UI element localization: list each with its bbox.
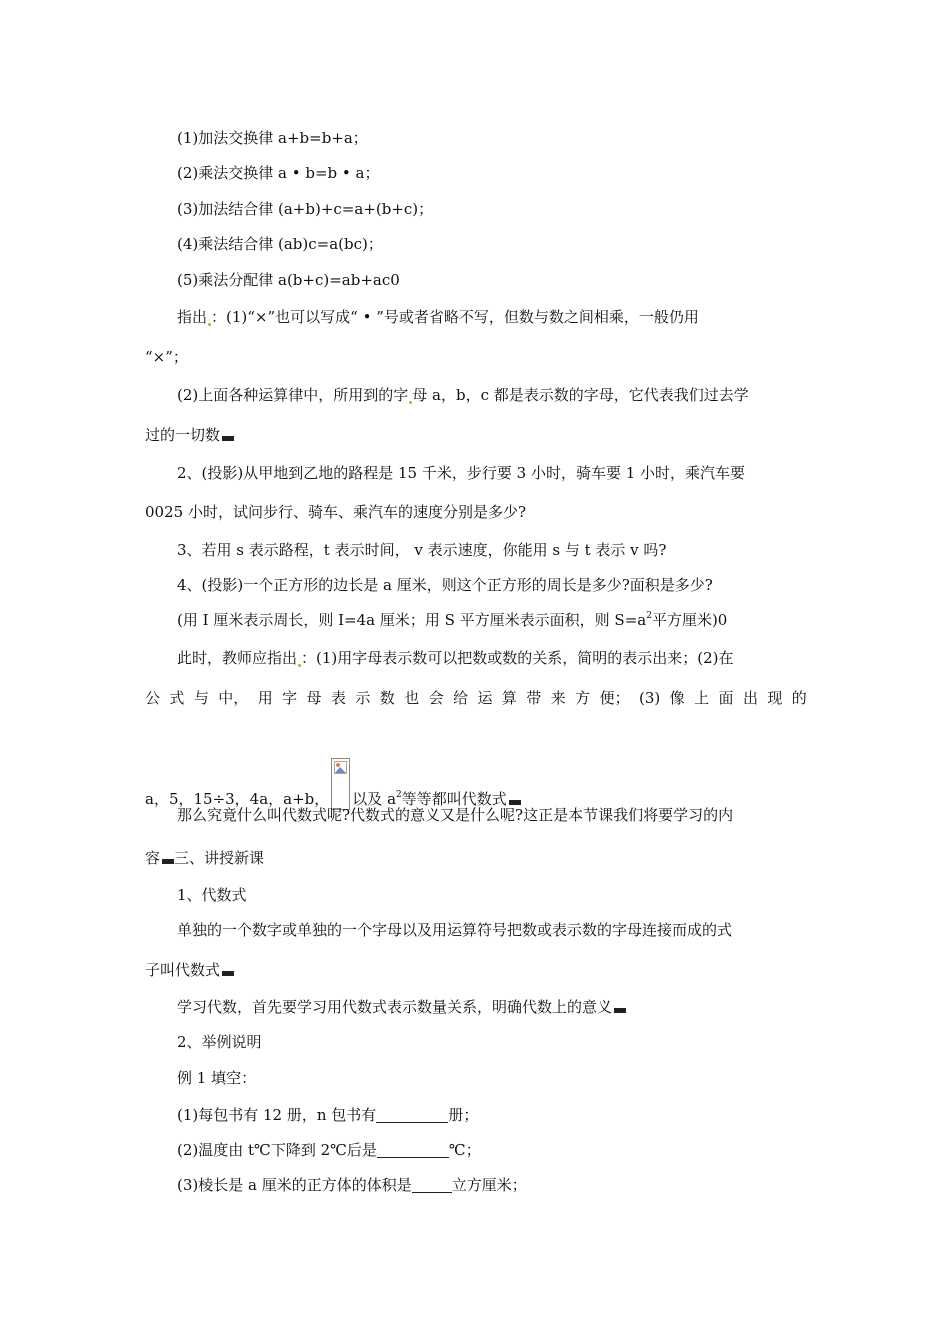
justified-word: 中， [218, 689, 249, 707]
justified-word: (3) [639, 689, 661, 707]
law-4: (4)乘法结合律 (ab)c=a(bc)； [177, 235, 383, 253]
justified-word: 式 [169, 689, 185, 707]
law-3: (3)加法结合律 (a+b)+c=a+(b+c)； [177, 200, 434, 218]
teacher-line-3 [145, 758, 521, 810]
justified-word: 像 [669, 689, 685, 707]
justified-word: 面 [718, 689, 734, 707]
answer-blank[interactable] [377, 1143, 449, 1158]
question-2-line-1: 2、(投影)从甲地到乙地的路程是 15 千米，步行要 3 小时，骑车要 1 小时，乘汽车要 [177, 464, 746, 482]
justified-word: 带 [526, 689, 542, 707]
question-3: 3、若用 s 表示路程，t 表示时间， v 表示速度，你能用 s 与 t 表示 v 吗? [177, 541, 667, 559]
study-line [177, 997, 626, 1017]
justified-word: 母 [306, 689, 322, 707]
answer-blank[interactable] [412, 1178, 452, 1193]
justified-word: 字 [282, 689, 298, 707]
justified-word: 运 [477, 689, 493, 707]
justified-word: 的 [791, 689, 807, 707]
note-head: 指出 [177, 308, 208, 326]
justified-word: 表 [330, 689, 346, 707]
intro-line-2 [145, 848, 264, 868]
note-line-3 [177, 385, 749, 405]
paragraph-mark-icon [614, 1008, 626, 1013]
justified-word: 出 [742, 689, 758, 707]
paragraph-mark-icon [222, 971, 234, 976]
section-1-title: 1、代数式 [177, 886, 247, 904]
fill-item-3 [177, 1175, 527, 1195]
paragraph-mark-icon [162, 859, 174, 864]
justified-word: 公 [145, 689, 161, 707]
question-4: 4、(投影)一个正方形的边长是 a 厘米，则这个正方形的周长是多少?面积是多少? [177, 576, 713, 594]
exponent: 2 [396, 790, 402, 800]
law-2: (2)乘法交换律 a • b=b • a； [177, 164, 380, 182]
answer-text-a: (用 I 厘米表示周长，则 I=4a 厘米；用 S 平方厘米表示面积，则 S=a [177, 611, 647, 629]
teacher-line-2 [145, 688, 807, 708]
definition-line-1: 单独的一个数字或单独的一个字母以及用运算符号把数或表示数的字母连接而成的式 [177, 921, 733, 939]
law-1: (1)加法交换律 a+b=b+a； [177, 129, 368, 147]
justified-word: 与 [193, 689, 209, 707]
justified-word: 会 [428, 689, 444, 707]
note-line-3-b: 母 a，b，c 都是表示数的字母，它代表我们过去学 [412, 386, 749, 404]
teacher-line-1 [177, 648, 734, 668]
exponent: 2 [646, 611, 652, 621]
justified-word: 算 [501, 689, 517, 707]
fill-item-3-a: (3)棱长是 a 厘米的正方体的体积是 [177, 1176, 412, 1194]
example-1-title: 例 1 填空： [177, 1069, 257, 1087]
teacher-line-3-b: 以及 a [352, 790, 397, 808]
justified-word: 示 [355, 689, 371, 707]
intro-line-2-a: 容 [145, 849, 161, 867]
section-2-title: 2、举例说明 [177, 1033, 262, 1051]
justified-word: 便； [599, 689, 630, 707]
note-line-2: “×”； [145, 348, 188, 366]
justified-word: 上 [694, 689, 710, 707]
definition-line-2 [145, 960, 234, 980]
fill-item-1 [177, 1105, 478, 1125]
note-line-4-text: 过的一切数 [145, 426, 221, 444]
fraction-image-placeholder [331, 758, 350, 810]
paragraph-mark-icon [222, 436, 234, 441]
teacher-head: 此时，教师应指出 [177, 649, 298, 667]
question-4-answer [177, 610, 727, 630]
fill-item-2-b: ℃； [448, 1141, 481, 1159]
intro-line-1: 那么究竟什么叫代数式呢?代数式的意义又是什么呢?这正是本节课我们将要学习的内 [177, 806, 734, 824]
fill-item-3-b: 立方厘米； [451, 1176, 527, 1194]
fill-item-1-b: 册； [448, 1106, 479, 1124]
note-line-1 [177, 307, 699, 327]
law-5: (5)乘法分配律 a(b+c)=ab+ac0 [177, 271, 400, 289]
justified-word: 用 [257, 689, 273, 707]
definition-line-2-text: 子叫代数式 [145, 961, 221, 979]
justified-word: 现 [767, 689, 783, 707]
note-line-1-text: ：(1)“×”也可以写成“ • ”号或者省略不写，但数与数之间相乘，一般仍用 [211, 308, 699, 326]
teacher-line-3-a: a，5，15÷3，4a，a+b， [145, 790, 330, 808]
fill-item-2 [177, 1140, 481, 1160]
justified-word: 给 [453, 689, 469, 707]
note-line-4 [145, 425, 234, 445]
question-2-line-2: 0025 小时，试问步行、骑车、乘汽车的速度分别是多少? [145, 503, 526, 521]
broken-image-icon [334, 761, 347, 774]
study-text: 学习代数，首先要学习用代数式表示数量关系，明确代数上的意义 [177, 998, 613, 1016]
answer-text-b: 平方厘米)0 [651, 611, 728, 629]
fill-item-2-a: (2)温度由 t℃下降到 2℃后是 [177, 1141, 377, 1159]
teacher-line-1-text: ：(1)用字母表示数可以把数或数的关系，简明的表示出来；(2)在 [301, 649, 734, 667]
fill-item-1-a: (1)每包书有 12 册，n 包书有 [177, 1106, 377, 1124]
teacher-line-3-c: 等等都叫代数式 [401, 790, 507, 808]
note-line-3-a: (2)上面各种运算律中，所用到的字 [177, 386, 409, 404]
answer-blank[interactable] [376, 1108, 448, 1123]
section-3-heading: 三、讲授新课 [174, 849, 265, 867]
justified-word: 方 [575, 689, 591, 707]
justified-word: 也 [404, 689, 420, 707]
justified-word: 来 [550, 689, 566, 707]
justified-word: 数 [379, 689, 395, 707]
